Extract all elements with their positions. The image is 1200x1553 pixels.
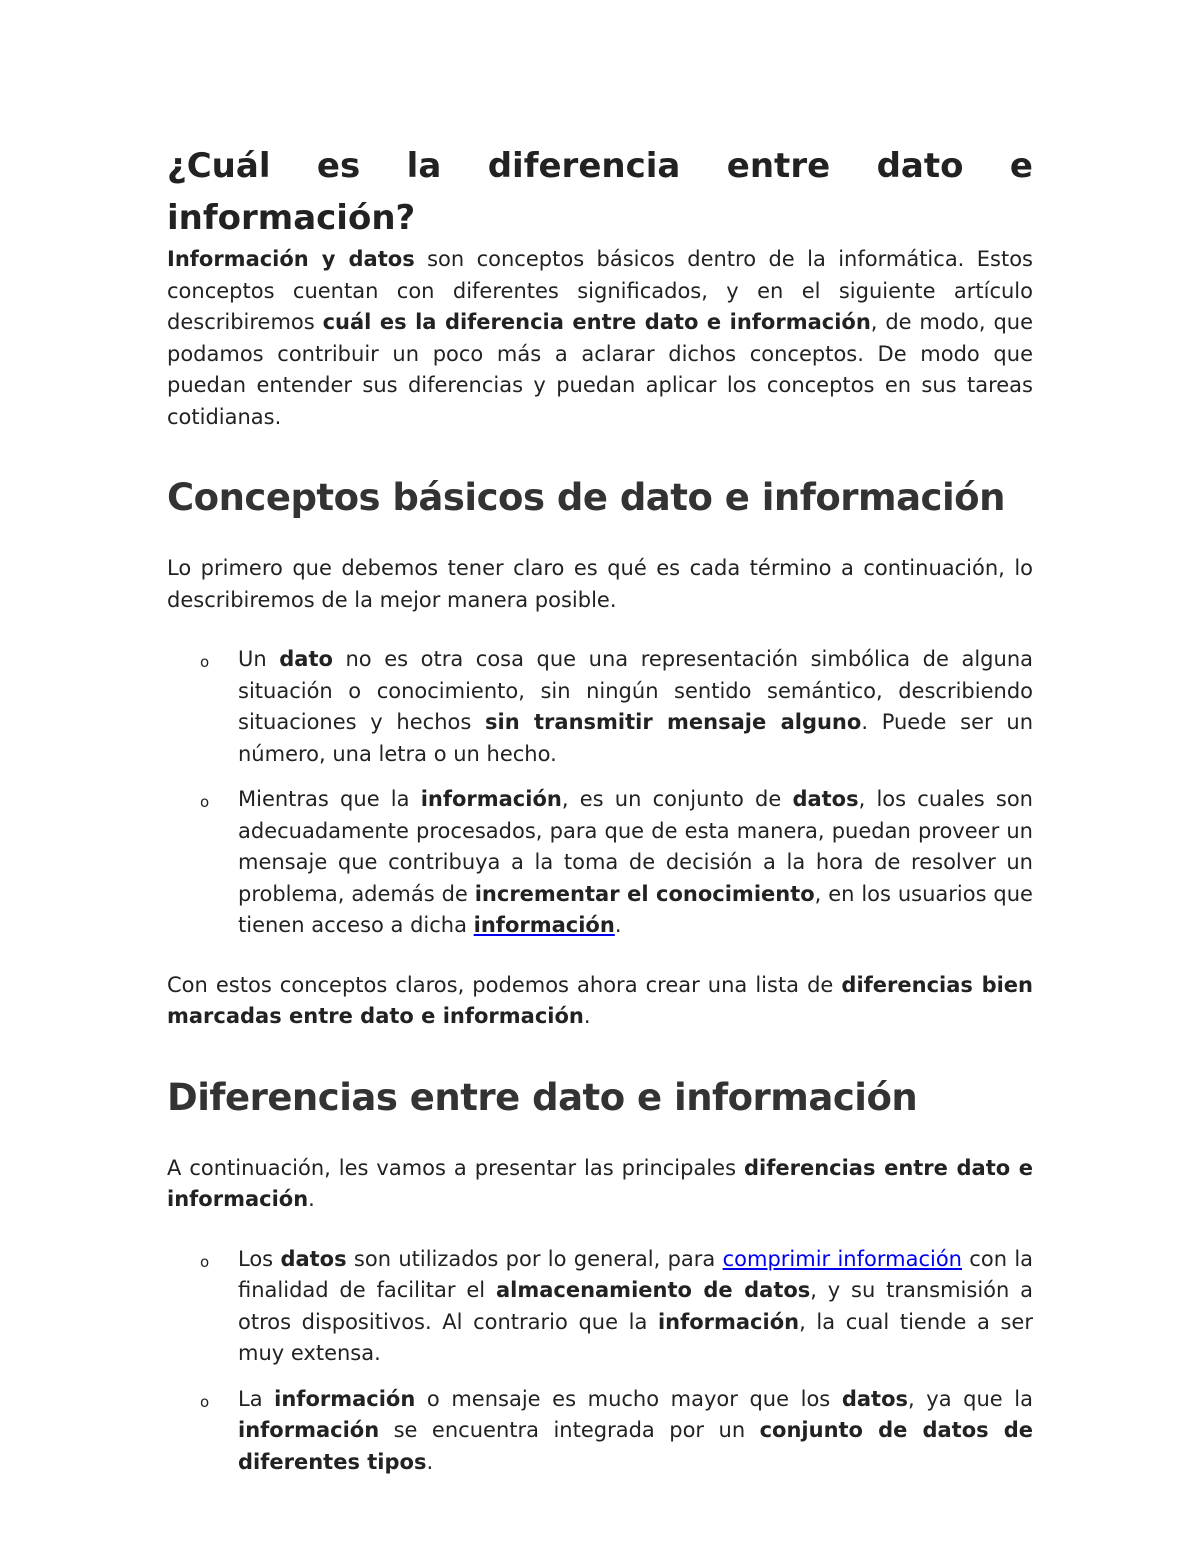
item-text: La bbox=[238, 1386, 275, 1411]
section-heading-diferencias: Diferencias entre dato e información bbox=[167, 1075, 918, 1119]
informacion-link[interactable] bbox=[474, 913, 615, 937]
item-bold: información bbox=[274, 1386, 416, 1411]
item-text: Mientras que la bbox=[238, 787, 421, 811]
closing-text: Con estos conceptos claros, podemos ahora crear una lista de bbox=[167, 972, 842, 997]
bullet-icon: o bbox=[200, 653, 210, 671]
section1-closing-paragraph bbox=[167, 970, 1033, 1033]
intro-paragraph bbox=[167, 244, 1033, 433]
comprimir-informacion-link[interactable]: comprimir información bbox=[722, 1246, 962, 1271]
intro-bold-1: Información y datos bbox=[167, 247, 415, 271]
section2-list bbox=[167, 1244, 1033, 1479]
intro-text-1: son conceptos básicos dentro de la informática. Estos conceptos cuentan con diferentes significados, y en el siguiente artículo describiremos bbox=[167, 247, 1033, 334]
section2-paragraph bbox=[167, 1153, 1033, 1216]
item-text: , en los usuarios que tienen acceso a dicha bbox=[238, 881, 1033, 937]
item-bold: información bbox=[657, 1309, 800, 1334]
item-bold: información bbox=[238, 1418, 380, 1442]
section1-list bbox=[167, 644, 1033, 942]
item-text: , y su transmisión a otros dispositivos. Al contrario que la bbox=[238, 1278, 1034, 1334]
bullet-icon: o bbox=[200, 1252, 210, 1271]
document-page bbox=[167, 140, 1033, 1492]
intro-text-2: , de modo, que podamos contribuir un poco más a aclarar dichos conceptos. De modo que puedan entender sus diferencias y puedan aplicar los conceptos en sus tareas cotidianas. bbox=[167, 310, 1033, 429]
bullet-icon: o bbox=[200, 793, 210, 811]
item-bold: datos bbox=[841, 1386, 909, 1411]
section1-paragraph: Lo primero que debemos tener claro es qué es cada término a continuación, lo describiremos de la mejor manera posible. bbox=[167, 556, 1033, 612]
item-bold: información bbox=[420, 787, 562, 811]
title-line-2: información? bbox=[167, 198, 416, 238]
item-bold: almacenamiento de datos bbox=[495, 1278, 811, 1302]
item-text: , la cual tiende a ser muy extensa. bbox=[238, 1309, 1033, 1365]
para-bold: diferencias entre dato e información bbox=[167, 1155, 1034, 1211]
item-text: son utilizados por lo general, para bbox=[346, 1246, 723, 1271]
item-text: . bbox=[426, 1449, 434, 1474]
item-bold: conjunto de datos de diferentes tipos bbox=[238, 1418, 1033, 1474]
item-text: , ya que la bbox=[908, 1386, 1034, 1411]
item-text: o mensaje es mucho mayor que los bbox=[415, 1386, 842, 1411]
link-label: información bbox=[473, 913, 615, 937]
closing-bold: diferencias bien marcadas entre dato e información bbox=[167, 972, 1033, 1028]
item-text: Los bbox=[238, 1246, 281, 1271]
para-text: A continuación, les vamos a presentar las principales bbox=[167, 1155, 744, 1180]
item-bold: datos bbox=[792, 787, 859, 811]
list-item bbox=[167, 784, 1033, 942]
item-text: Un bbox=[238, 647, 280, 671]
item-text: . bbox=[614, 913, 622, 937]
item-bold: dato bbox=[279, 647, 333, 671]
closing-text: . bbox=[583, 1004, 591, 1028]
item-bold: sin transmitir mensaje alguno bbox=[485, 710, 862, 734]
item-bold: incrementar el conocimiento bbox=[474, 881, 815, 906]
item-text: se encuentra integrada por un bbox=[379, 1418, 760, 1442]
item-text: no es otra cosa que una representación simbólica de alguna situación o conocimiento, sin ningún sentido semántico, describiendo situaciones y hechos bbox=[238, 647, 1033, 734]
item-text: con la finalidad de facilitar el bbox=[238, 1246, 1034, 1302]
bullet-icon: o bbox=[200, 1392, 210, 1411]
list-item bbox=[167, 644, 1033, 770]
para-text: . bbox=[308, 1187, 315, 1211]
title-line-1: ¿Cuál es la diferencia entre dato e bbox=[167, 146, 1033, 186]
list-item bbox=[167, 1244, 1033, 1370]
item-bold: datos bbox=[280, 1246, 347, 1271]
document-title bbox=[167, 140, 1033, 244]
list-item bbox=[167, 1384, 1033, 1479]
item-text: . Puede ser un número, una letra o un hecho. bbox=[238, 710, 1034, 766]
item-text: , es un conjunto de bbox=[561, 787, 793, 811]
intro-bold-2: cuál es la diferencia entre dato e información bbox=[322, 310, 871, 334]
section-heading-conceptos: Conceptos básicos de dato e información bbox=[167, 476, 1005, 519]
item-text: , los cuales son adecuadamente procesados, para que de esta manera, puedan proveer un mensaje que contribuya a la toma de decisión a la hora de resolver un problema, además de bbox=[238, 787, 1033, 906]
